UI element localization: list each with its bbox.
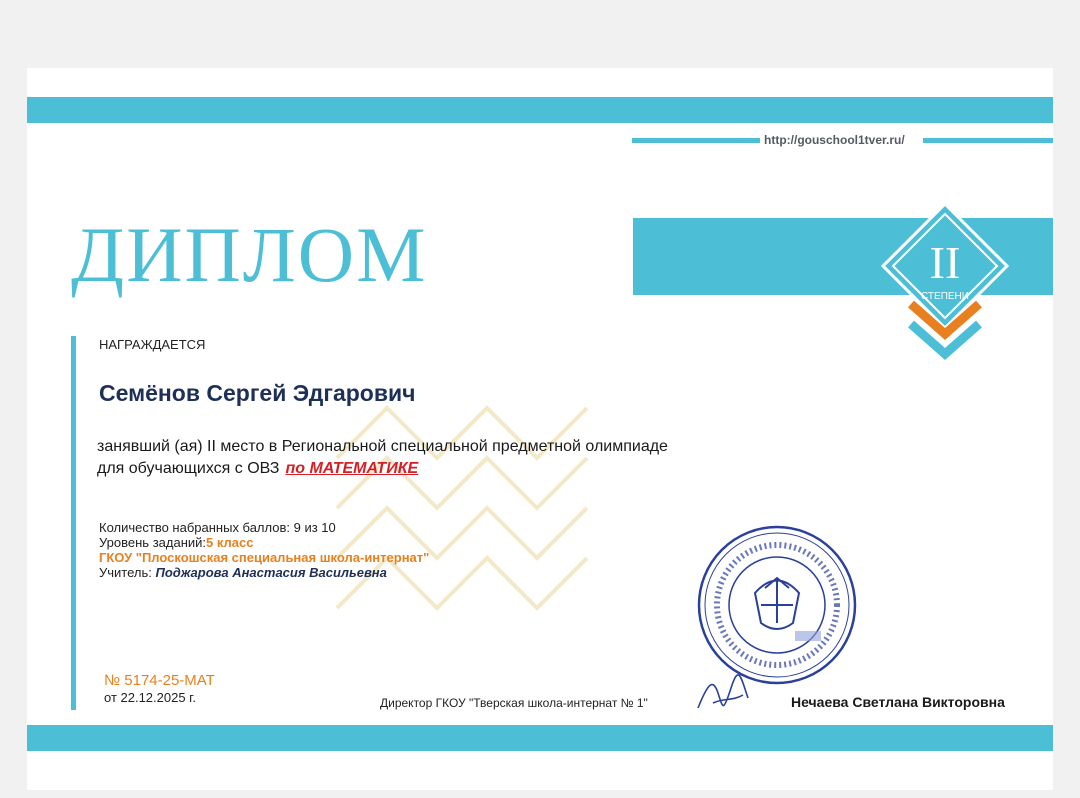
- description-line-1: занявший (ая) II место в Региональной специальной предметной олимпиаде: [97, 438, 668, 455]
- official-seal: [695, 523, 860, 688]
- background-pattern: [327, 398, 607, 618]
- school-url: http://gouschool1tver.ru/: [764, 133, 905, 147]
- level-value: 5 класс: [206, 535, 254, 550]
- diploma-title: ДИПЛОМ: [71, 211, 428, 298]
- details-block: [99, 520, 429, 580]
- description-line-2-text: для обучающихся с ОВЗ: [97, 460, 280, 477]
- subject: по МАТЕМАТИКЕ: [285, 460, 419, 477]
- teacher-name: Поджарова Анастасия Васильевна: [155, 565, 387, 580]
- top-band: [27, 97, 1053, 123]
- degree-badge: [875, 196, 1015, 366]
- description-line-2: [97, 458, 797, 480]
- teacher-row: [99, 565, 429, 580]
- school-name: ГКОУ "Плоскошская специальная школа-интернат": [99, 550, 430, 565]
- director-signature: [693, 673, 753, 718]
- director-label: Директор ГКОУ "Тверская школа-интернат № 1": [380, 696, 648, 710]
- diploma-date: от 22.12.2025 г.: [104, 690, 196, 705]
- level-label: Уровень заданий:: [99, 535, 207, 550]
- url-line-left: [632, 138, 760, 143]
- degree-label: СТЕПЕНИ: [921, 291, 969, 302]
- level-row: [99, 535, 429, 550]
- awarded-label: НАГРАЖДАЕТСЯ: [99, 337, 206, 352]
- description: [97, 436, 797, 480]
- diploma-sheet: [27, 68, 1053, 790]
- recipient-name: Семёнов Сергей Эдгарович: [99, 380, 416, 406]
- degree-numeral: II: [929, 237, 961, 288]
- bottom-band: [27, 725, 1053, 751]
- teacher-label: Учитель:: [99, 565, 152, 580]
- diploma-number: № 5174-25-МАТ: [104, 672, 215, 689]
- url-line-right: [923, 138, 1053, 143]
- score: Количество набранных баллов: 9 из 10: [99, 520, 336, 535]
- side-accent-line: [71, 336, 76, 710]
- director-name: Нечаева Светлана Викторовна: [791, 694, 1005, 710]
